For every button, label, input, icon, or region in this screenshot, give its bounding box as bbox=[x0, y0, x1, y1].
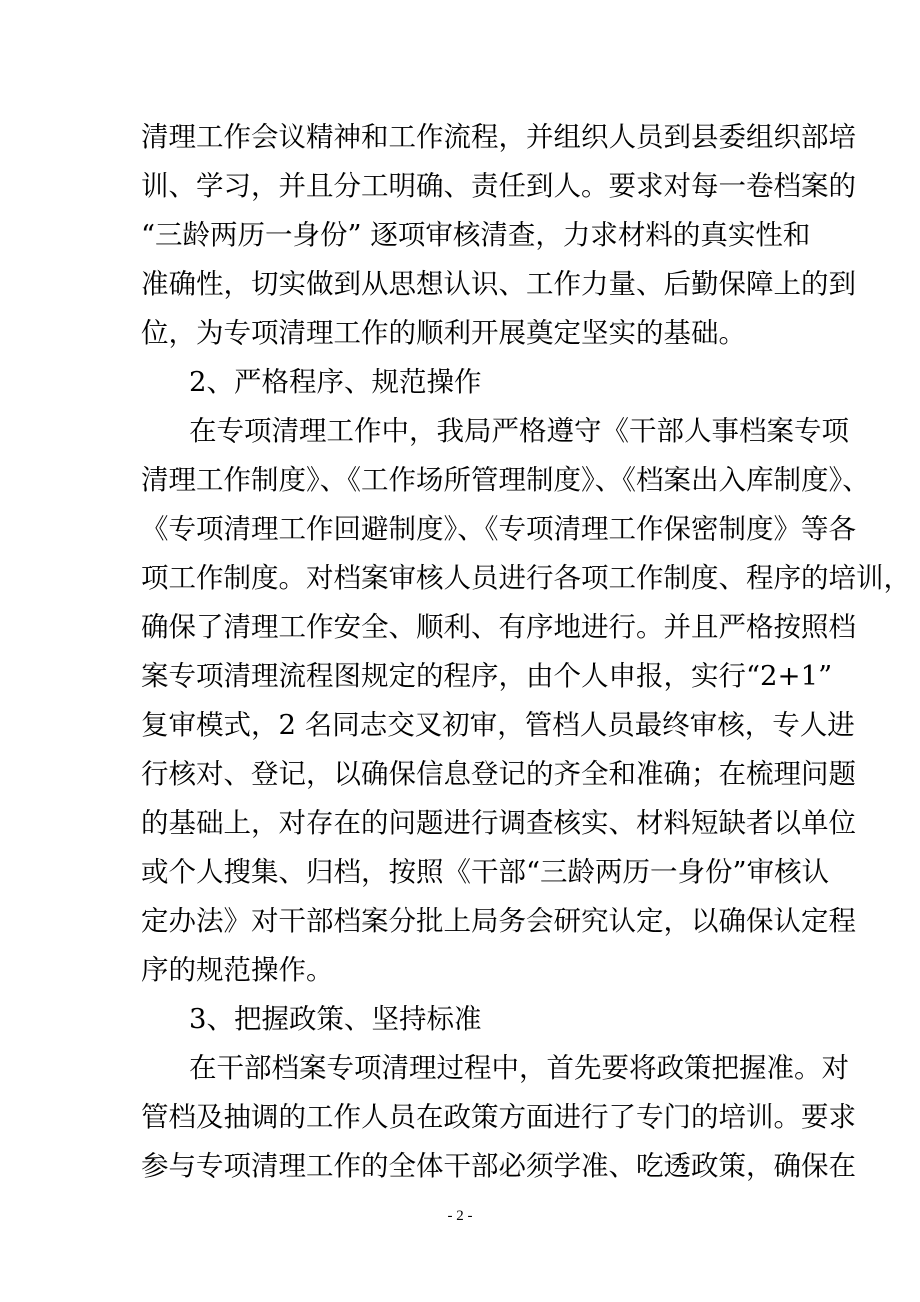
body-line-17: 定办法》对干部档案分批上局务会研究认定，以确保认定程 bbox=[141, 905, 856, 937]
body-line-13: 复审模式，2 名同志交叉初审，管档人员最终审核，专人进 bbox=[141, 709, 855, 741]
body-line-7: 在专项清理工作中，我局严格遵守《干部人事档案专项 bbox=[189, 415, 849, 447]
body-line-15: 的基础上，对存在的问题进行调查核实、材料短缺者以单位 bbox=[141, 807, 856, 839]
body-line-1: 清理工作会议精神和工作流程，并组织人员到县委组织部培 bbox=[141, 121, 856, 153]
body-line-20: 在干部档案专项清理过程中，首先要将政策把握准。对 bbox=[189, 1052, 849, 1084]
body-line-2: 训、学习，并且分工明确、责任到人。要求对每一卷档案的 bbox=[141, 170, 856, 202]
body-line-5: 位，为专项清理工作的顺利开展奠定坚实的基础。 bbox=[141, 317, 746, 349]
body-line-3: “三龄两历一身份” 逐项审核清查，力求材料的真实性和 bbox=[141, 219, 811, 251]
body-line-4: 准确性，切实做到从思想认识、工作力量、后勤保障上的到 bbox=[141, 268, 856, 300]
body-line-12: 案专项清理流程图规定的程序，由个人申报，实行“2+1” bbox=[141, 660, 833, 692]
section-heading-3: 3、把握政策、坚持标准 bbox=[189, 1003, 482, 1035]
body-line-18: 序的规范操作。 bbox=[141, 954, 334, 986]
section-heading-2: 2、严格程序、规范操作 bbox=[189, 366, 482, 398]
body-line-16: 或个人搜集、归档，按照《干部“三龄两历一身份”审核认 bbox=[141, 856, 830, 888]
body-line-10: 项工作制度。对档案审核人员进行各项工作制度、程序的培训， bbox=[141, 562, 911, 594]
body-line-11: 确保了清理工作安全、顺利、有序地进行。并且严格按照档 bbox=[141, 611, 856, 643]
body-line-22: 参与专项清理工作的全体干部必须学准、吃透政策，确保在 bbox=[141, 1150, 856, 1182]
body-line-9: 《专项清理工作回避制度》、《专项清理工作保密制度》等各 bbox=[141, 513, 856, 545]
page-number: - 2 - bbox=[447, 1208, 473, 1224]
body-line-8: 清理工作制度》、《工作场所管理制度》、《档案出入库制度》、 bbox=[141, 464, 870, 496]
body-line-21: 管档及抽调的工作人员在政策方面进行了专门的培训。要求 bbox=[141, 1101, 856, 1133]
body-line-14: 行核对、登记，以确保信息登记的齐全和准确；在梳理问题 bbox=[141, 758, 856, 790]
